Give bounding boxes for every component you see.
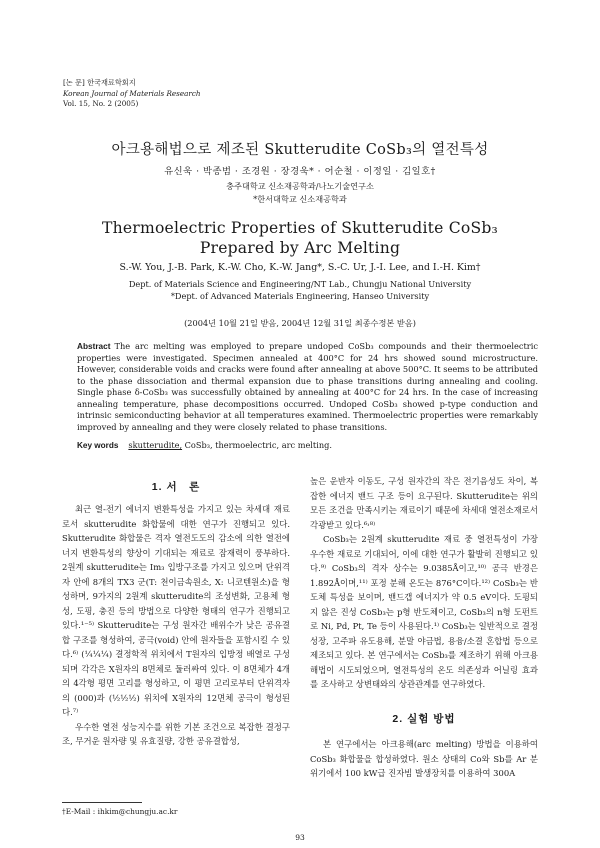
abstract-text: The arc melting was employed to prepare undoped CoSb₃ compounds and their thermoelectric properties were investigated. Specimen annealed at 400°C for 24 hrs showed sound microstructure. However, considerable voids and cracks were found after annealing at above 500°C. It seems to be attributed to the phase dissociation and thermal expansion due to phase transitions during annealing and cooling. Single phase δ-CoSb₃ was successfully obtained by annealing at 400°C for 24 hrs. In the case of increasing annealing temperature, phase decompositions occurred. Undoped CoSb₃ showed p-type conduction and intrinsic semiconducting behavior at all temperatures examined. Thermoelectric properties were remarkably improved by annealing and they were closely related to phase transitions. <box>77 341 538 432</box>
footnote-rule <box>62 802 142 803</box>
received-dates: (2004년 10월 21일 받음, 2004년 12월 31일 최종수정본 받음) <box>184 318 416 328</box>
english-title-line-2: Prepared by Arc Melting <box>199 239 401 257</box>
right-paragraph-2: CoSb₃는 2원계 skutterudite 재료 중 열전특성이 가장 우수한 재료로 기대되어, 이에 대한 연구가 활발히 진행되고 있다.⁹⁾ CoSb₃의 격자 상수는 9.0385Å이고,¹⁰⁾ 공극 반경은 1.892Å이며,¹¹⁾ 포정 분해 온도는 876°C이다.¹²⁾ CoSb₃는 반도체 특성을 보이며, 밴드갭 에너지가 약 0.5 eV이다. 도핑되지 않은 진성 CoSb₃는 p형 반도체이고, CoSb₃의 n형 도펀트로 Ni, Pd, Pt, Te 등이 사용된다.¹⁾ CoSb₃는 일반적으로 결정성장, 고주파 유도용해, 분말 야금법, 용융/소결 혼합법 등으로 제조되고 있다. 본 연구에서는 CoSb₃를 제조하기 위해 아크용해법이 시도되었으며, 열전특성의 온도 의존성과 어닐링 효과를 조사하고 상변태와의 상관관계를 연구하였다. <box>310 534 538 689</box>
right-column-lower <box>310 737 538 781</box>
right-paragraph-3: 본 연구에서는 아크용해(arc melting) 방법을 이용하여 CoSb₃ 화합물을 합성하였다. 원소 상태의 Co와 Sb를 Ar 분위기에서 100 kW급 진자빔 발생장치를 이용하여 300A <box>310 739 538 778</box>
footnote-email: †E-Mail : ihkim@chungju.ac.kr <box>62 807 178 816</box>
journal-volume: Vol. 15, No. 2 (2005) <box>63 99 139 109</box>
korean-affiliation-1: 충주대학교 신소재공학과/나노기술연구소 <box>226 181 374 191</box>
english-title <box>0 218 600 258</box>
keywords-list: CoSb₃, thermoelectric, arc melting. <box>182 440 332 450</box>
keywords-label: Key words <box>77 441 119 450</box>
english-affiliation-2: *Dept. of Advanced Materials Engineering, Hanseo University <box>170 291 430 301</box>
journal-header <box>63 78 201 110</box>
page-number: 93 <box>295 833 305 842</box>
journal-header-korean: [논 문] 한국재료학회지 <box>63 78 136 87</box>
english-affiliation-1: Dept. of Materials Science and Engineering/NT Lab., Chungju National University <box>128 279 472 289</box>
section-1-paragraph-2: 우수한 열전 성능지수를 위한 기본 조건으로 복잡한 결정구조, 무거운 원자량 및 유효질량, 강한 공유결합성, <box>62 721 290 746</box>
korean-authors: 유신욱 · 박종범 · 조경원 · 장경욱* · 어순철 · 이정일 · 김일호† <box>164 166 436 177</box>
korean-affiliation-2: *한서대학교 신소재공학과 <box>253 194 347 204</box>
english-authors: S.-W. You, J.-B. Park, K.-W. Cho, K.-W. Jang*, S.-C. Ur, J.-I. Lee, and I.-H. Kim† <box>119 262 481 273</box>
abstract-label: Abstract <box>77 342 111 351</box>
section-1-heading: 1. 서 론 <box>151 481 201 493</box>
keyword-underlined: skutterudite, <box>128 440 183 450</box>
right-column <box>310 474 538 692</box>
left-column <box>62 502 290 749</box>
section-1-paragraph-1: 최근 열-전기 에너지 변환특성을 가지고 있는 차세대 재료로서 skutterudite 화합물에 대한 연구가 진행되고 있다. Skutterudite 화합물은 격자 열전도도의 감소에 의한 열전에너지 변환특성의 향상이 기대되는 재료로 잠재력이 풍부하다. 2원계 skutterudite는 Im₃ 입방구조를 가지고 있으며 단위격자 안에 8개의 TX3 군(T: 천이금속원소, X: 니코텐원소)을 형성하며, 9가지의 2원계 skutterudite의 조성변화, 고용체 형성, 도핑, 충진 등의 방법으로 다양한 형태의 연구가 진행되고 있다.¹⁻⁵⁾ Skutterudite는 구성 원자간 배위수가 낮은 공유결합 구조를 형성하여, 공극(void) 안에 원자들을 포함시킬 수 있다.⁶⁾ (¼¼¼) 결정학적 위치에서 T원자의 입방정 배열로 구성되며 각각은 X원자의 8면체로 둘러싸여 있다. 이 8면체가 4개의 4각형 평면 고리를 형성하고, 이 평면 고리로부터 단위격자의 (000)과 (½½½) 위치에 X원자의 12면체 공극이 형성된다.⁷⁾ <box>62 504 290 717</box>
korean-title: 아크용해법으로 제조된 Skutterudite CoSb₃의 열전특성 <box>111 142 489 158</box>
keywords <box>77 440 538 450</box>
section-2-heading: 2. 실험 방법 <box>392 713 456 725</box>
abstract <box>77 341 538 433</box>
right-paragraph-1: 높은 운반자 이동도, 구성 원자간의 작은 전기음성도 차이, 복잡한 에너지 밴드 구조 등이 요구된다. Skutterudite는 위의 모든 조건을 만족시키는 재료이기 때문에 차세대 열전소재로서 각광받고 있다.⁶˒⁸⁾ <box>310 476 538 530</box>
english-title-line-1: Thermoelectric Properties of Skutterudite CoSb₃ <box>102 219 498 237</box>
journal-name: Korean Journal of Materials Research <box>63 88 201 98</box>
